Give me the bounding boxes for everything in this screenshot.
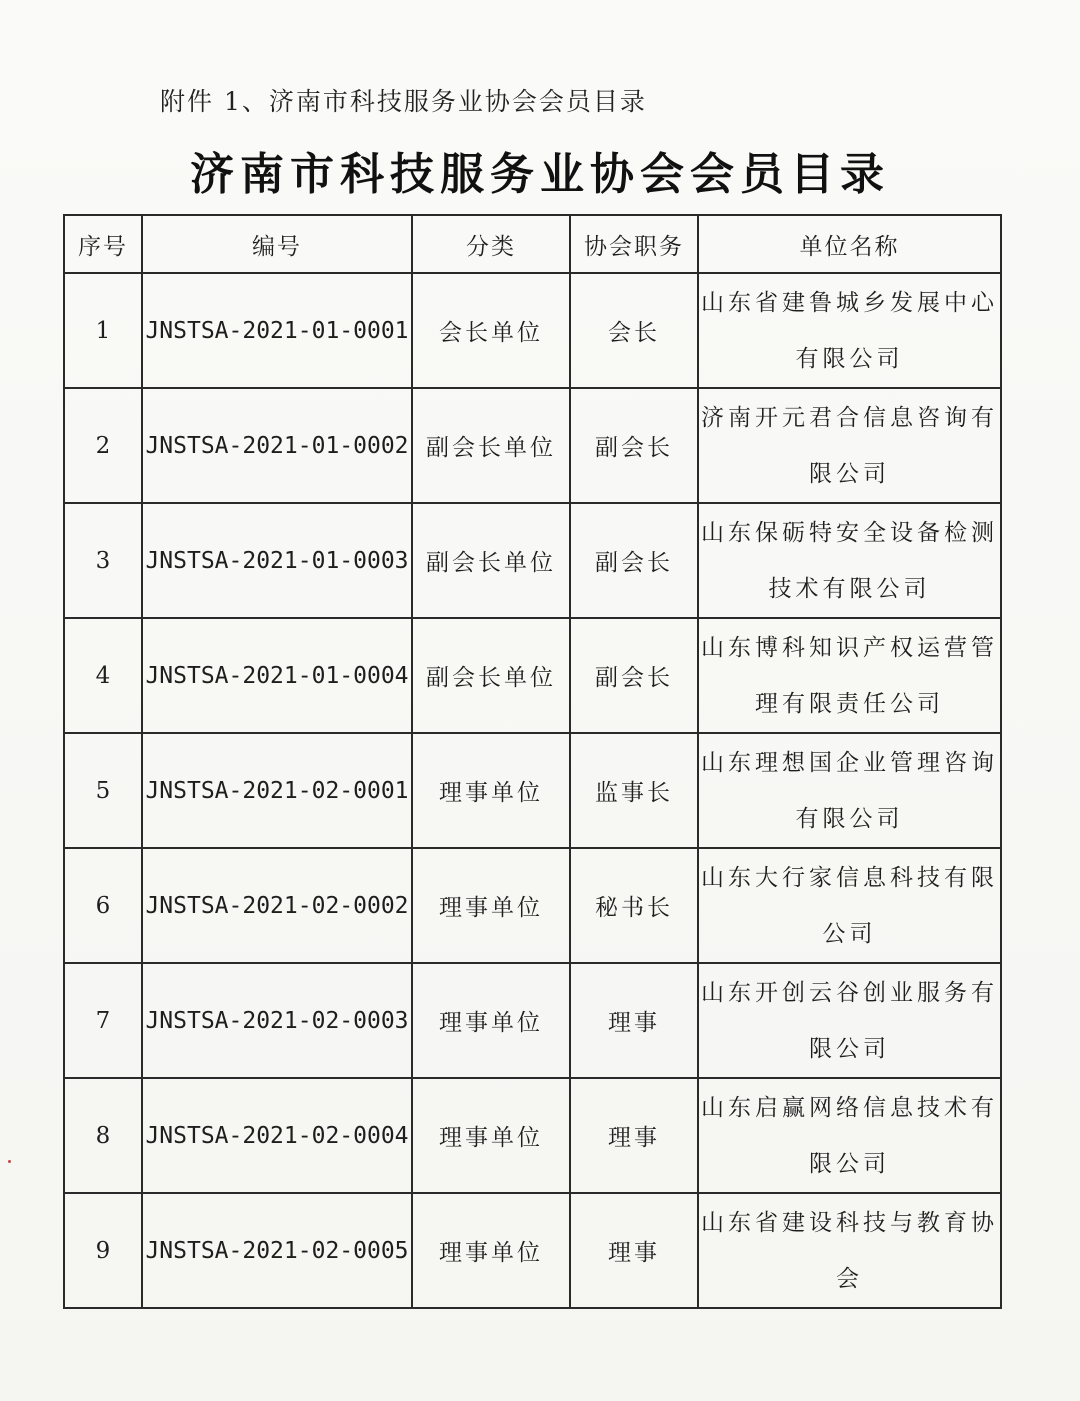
cell-code: JNSTSA-2021-01-0004 xyxy=(142,618,412,733)
member-table xyxy=(63,214,1002,1309)
cell-role: 监事长 xyxy=(570,733,698,848)
cell-code: JNSTSA-2021-01-0003 xyxy=(142,503,412,618)
cell-name: 济南开元君合信息咨询有限公司 xyxy=(698,388,1001,503)
table-row xyxy=(64,1193,1001,1308)
cell-category: 理事单位 xyxy=(412,1078,570,1193)
cell-category: 会长单位 xyxy=(412,273,570,388)
cell-role: 理事 xyxy=(570,1078,698,1193)
cell-seq: 3 xyxy=(64,503,142,618)
cell-role: 理事 xyxy=(570,1193,698,1308)
cell-category: 副会长单位 xyxy=(412,618,570,733)
table-row xyxy=(64,503,1001,618)
cell-seq: 6 xyxy=(64,848,142,963)
cell-code: JNSTSA-2021-01-0002 xyxy=(142,388,412,503)
cell-seq: 2 xyxy=(64,388,142,503)
cell-code: JNSTSA-2021-01-0001 xyxy=(142,273,412,388)
page-title: 济南市科技服务业协会会员目录 xyxy=(190,149,890,200)
header-code: 编号 xyxy=(142,215,412,273)
cell-name: 山东省建鲁城乡发展中心有限公司 xyxy=(698,273,1001,388)
cell-code: JNSTSA-2021-02-0004 xyxy=(142,1078,412,1193)
cell-category: 副会长单位 xyxy=(412,388,570,503)
header-seq: 序号 xyxy=(64,215,142,273)
cell-category: 副会长单位 xyxy=(412,503,570,618)
cell-category: 理事单位 xyxy=(412,733,570,848)
cell-name: 山东启赢网络信息技术有限公司 xyxy=(698,1078,1001,1193)
cell-seq: 9 xyxy=(64,1193,142,1308)
cell-code: JNSTSA-2021-02-0001 xyxy=(142,733,412,848)
cell-role: 会长 xyxy=(570,273,698,388)
table-header-row xyxy=(64,215,1001,273)
scan-speck xyxy=(8,1160,11,1163)
table-row xyxy=(64,733,1001,848)
cell-name: 山东理想国企业管理咨询有限公司 xyxy=(698,733,1001,848)
cell-category: 理事单位 xyxy=(412,963,570,1078)
table-row xyxy=(64,273,1001,388)
cell-role: 副会长 xyxy=(570,388,698,503)
cell-role: 秘书长 xyxy=(570,848,698,963)
cell-seq: 1 xyxy=(64,273,142,388)
table-row xyxy=(64,963,1001,1078)
table-row xyxy=(64,848,1001,963)
cell-role: 理事 xyxy=(570,963,698,1078)
cell-seq: 5 xyxy=(64,733,142,848)
cell-category: 理事单位 xyxy=(412,848,570,963)
header-name: 单位名称 xyxy=(698,215,1001,273)
header-role: 协会职务 xyxy=(570,215,698,273)
cell-name: 山东博科知识产权运营管理有限责任公司 xyxy=(698,618,1001,733)
header-category: 分类 xyxy=(412,215,570,273)
cell-name: 山东省建设科技与教育协会 xyxy=(698,1193,1001,1308)
cell-seq: 8 xyxy=(64,1078,142,1193)
cell-code: JNSTSA-2021-02-0005 xyxy=(142,1193,412,1308)
cell-name: 山东开创云谷创业服务有限公司 xyxy=(698,963,1001,1078)
cell-code: JNSTSA-2021-02-0002 xyxy=(142,848,412,963)
table-row xyxy=(64,1078,1001,1193)
cell-role: 副会长 xyxy=(570,618,698,733)
cell-seq: 7 xyxy=(64,963,142,1078)
table-row xyxy=(64,388,1001,503)
cell-category: 理事单位 xyxy=(412,1193,570,1308)
attachment-line: 附件 1、济南市科技服务业协会会员目录 xyxy=(160,87,647,116)
table-row xyxy=(64,618,1001,733)
cell-name: 山东大行家信息科技有限公司 xyxy=(698,848,1001,963)
cell-seq: 4 xyxy=(64,618,142,733)
cell-role: 副会长 xyxy=(570,503,698,618)
cell-code: JNSTSA-2021-02-0003 xyxy=(142,963,412,1078)
cell-name: 山东保砺特安全设备检测技术有限公司 xyxy=(698,503,1001,618)
